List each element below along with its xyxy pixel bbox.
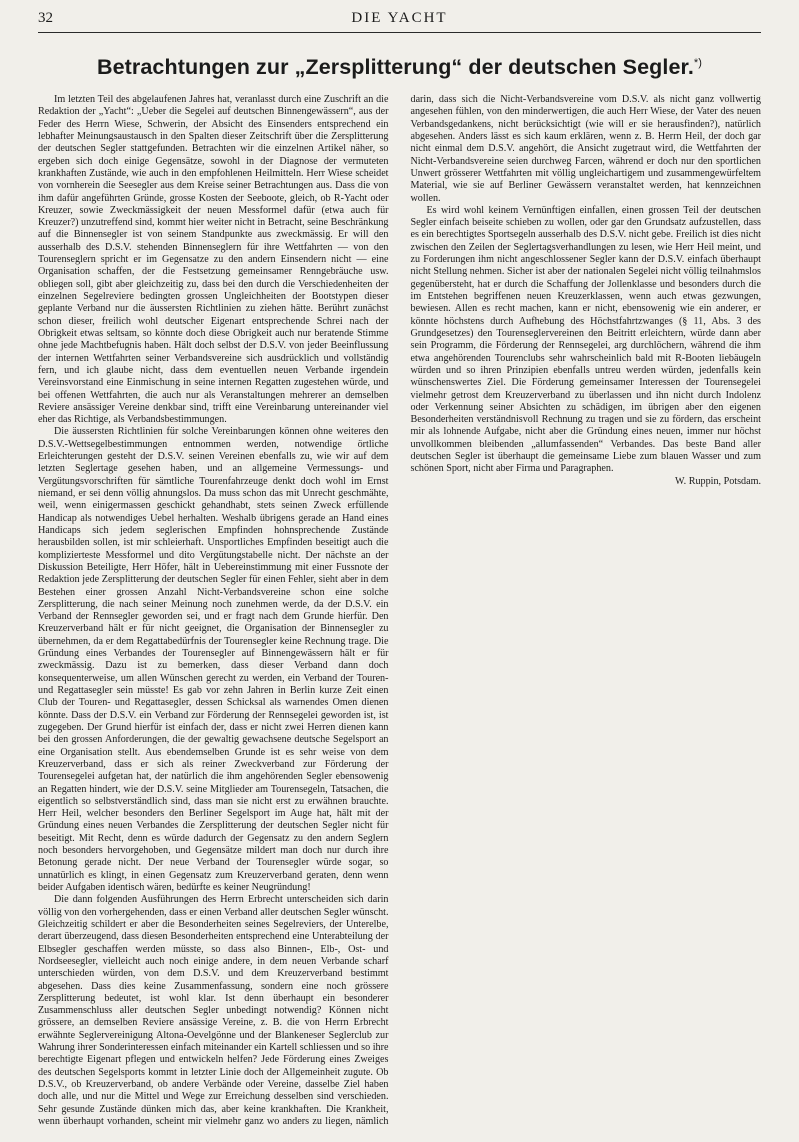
article-title: [38, 55, 761, 80]
paragraph-4: Es wird wohl keinem Vernünftigen einfallen, einen grossen Teil der deutschen Segler einfach beiseite schieben zu wollen, oder gar den Grundsatz aufzustellen, dass es ein berechtigtes Sportsegeln ausserhalb des D.S.V. nicht gebe. Freilich ist dies nicht zwischen den Zeilen der Seglertagsverhandlungen zu lesen, wie Herr Heil meint, und zu Forderungen ihm nicht angeschlossener Segler kann der D.S.V. einfach überhaupt nicht Stellung nehmen. Sicher ist aber der nationalen Segelei nicht völlig teilnahmslos gegenübersteht, hat er durch die Schaffung der Jollenklasse und besonders durch die im Entstehen begriffenen neuen Kreuzerklassen, wenn auch etwas gezwungen, bewiesen. Allen es recht machen, kann er nicht, ebensowenig wie ein anderer, er könnte höchstens durch Aufhebung des Höchstfahrtzwanges (§ 11, Abs. 3 des Grundgesetzes) den Tourenseglervereinen den Beitritt erleichtern, würde dann aber sein Programm, die Förderung der Rennsegelei, arg durchlöchern, während die ihm etwa angehörenden Tourenclubs sehr wahrscheinlich bald mit R-Booten liebäugeln würden und so ihren Prinzipien ebenfalls untreu werden würden, jedenfalls kein wünschenswertes Ziel. Die Förderung gemeinsamer Interessen der Tourensegelei vielmehr getrost dem Kreuzerverband zu überlassen und ihn nicht durch Indolenz oder Verkennung seiner Absichten zu schädigen, im übrigen aber den eigenen Besonderheiten verständnisvoll Rechnung zu tragen und sie zu fördern, das erscheint mir als lohnende Aufgabe, nicht aber die Gründung eines neuen, immer nur höchst unvollkommen bleibenden „allumfassenden“ Verbandes. Das beste Band aller deutschen Segler ist überhaupt die gemeinsame Liebe zum blauen Wasser und zum schönen Sport, nicht aber Firma und Paragraphen.: [410, 204, 761, 475]
article-body: [38, 94, 761, 1140]
page-number: 32: [38, 10, 53, 26]
journal-name: DIE YACHT: [351, 10, 448, 26]
title-footnote-mark: *): [693, 56, 703, 69]
paragraph-2: Die äussersten Richtlinien für solche Vereinbarungen können ohne weiteres den D.S.V.-Wettsegelbestimmungen entnommen werden, notwendige örtliche Erleichterungen gesteht der D.S.V. seinen Vereinen ebenfalls zu, wie wir auf dem letzten Seglertage gesehen haben, und an allgemeine Vermessungs- und Vergütungsvorschriften für sämtliche Tourenfahrzeuge denkt doch wohl im Ernst niemand, er sei denn völlig ahnungslos. Da muss schon das mit Unrecht geschmähte, weil, wenn einigermassen geschickt gehandhabt, stets seinen Zweck erfüllende Handicap als notwendiges Uebel herhalten. Weshalb übrigens gerade an Hand eines Handicaps sich jedem seglerischen Empfinden hohnsprechende Zustände herausbilden sollen, ist mir schleierhaft. Unsportliches Empfinden beseitigt auch die komplizierteste Messformel und dito Vergütungstabelle nicht. Der nächste an der Diskussion Beteiligte, Herr Höfer, hält in Uebereinstimmung mit einer Fussnote der Redaktion jede Zersplitterung der deutschen Segler für einen Fehler, sieht aber in dem Bestehen einer grossen Anzahl Nicht-Verbandsvereine schon eine solche Zersplitterung, die nach seiner Meinung noch zunehmen werde, da der D.S.V. ein Verband der Rennsegler geworden sei, und er fragt nach dem Grunde hierfür. Den Kreuzerverband hält er für nicht geeignet, die Organisation der Binnensegler zu übernehmen, da er dem Regattabedürfnis der Tourensegler keine Rechnung trage. Die Gründung eines Verbandes der Tourensegler auf Binnengewässern hält er für zweckmässig. Dazu ist zu bemerken, dass dieser Verband dann doch konsequenterweise, um allen Wünschen gerecht zu werden, ein Verband der Touren- und Regattasegler sein müsste! Es gab vor zehn Jahren in Berlin kurze Zeit einen Club der Touren- und Regattasegler, dessen Schicksal als warnendes Omen dienen könnte. Dass der D.S.V. ein Verband zur Förderung der Rennsegelei geworden ist, ist zugegeben. Der Grund hierfür ist einfach der, dass er nicht zwei Herren dienen kann bei den grossen Anforderungen, die der gewaltig gewachsene deutsche Segelsport an eine Organisation stellt. Aus ebendemselben Grunde ist es sehr weise von dem Kreuzerverband, dass er sich als reiner Zweckverband zur Förderung der Tourensegelei aufgetan hat, der natürlich die ihm angehörenden Segler ebensowenig an Regatten hindert, wie der D.S.V. seine Mitglieder am Tourensegeln, Tatsachen, die eigentlich so selbstverständlich sind, dass man sie nicht erst zu erwähnen brauchte. Herr Heil, welcher besonders den Berliner Segelsport im Auge hat, hält mit der Gründung eines neuen Verbandes die Zersplitterung der deutschen Segler nicht für beseitigt. Mit Recht, denn es würde dadurch der Gegensatz zu den andern Seglern noch besonders hervorgehoben, und Gegensätze mildert man doch nur durch ihre Betonung gerade nicht. Der neue Verband der Tourensegler würde sogar, so unnatürlich es klingt, in einen Gegensatz zum Kreuzerverband geraten, denn wenn beider Aufgaben identisch wären, bedürfte es keiner Neugründung!: [38, 426, 389, 893]
author-signature: W. Ruppin, Potsdam.: [675, 475, 761, 487]
paragraph-1: Im letzten Teil des abgelaufenen Jahres hat, veranlasst durch eine Zuschrift an die Redaktion der „Yacht“: „Ueber die Segelei auf deutschen Binnengewässern“, aus der Feder des Herrn Wiese, Schwerin, der Absicht des Einsenders entsprechend ein lebhafter Meinungsaustausch in den Spalten dieser Zeitschrift über die Zersplitterung der deutschen Segler stattgefunden. Betrachten wir die einzelnen Artikel näher, so ergeben sich doch einige Gegensätze, sowohl in der Diagnose der vermuteten krankhaften Zustände, wie auch in den empfohlenen Heilmitteln. Herr Wiese scheidet von vornherein die Seesegler aus dem Kreise seiner Betrachtungen aus. Dass die von ihm dafür angeführten Gründe, grosse Kosten der Seeboote, gleich, ob R-Yacht oder Kreuzer, sowie Zweckmässigkeit der neuen Messformel dafür (etwa auch für Kreuzer?) unzutreffend sind, kommt hier weiter nicht in Betracht, seine Beschränkung auf die Binnensegler ist von seinem Standpunkte aus zweckmässig. Er will den ausserhalb des D.S.V. stehenden Binnenseglern für ihre Wettfahrten — von den Tourenseglern spricht er im Gegensatze zu den andern Einsendern nicht — eine Organisation schaffen, der die Festsetzung gemeinsamer Renngebräuche usw. obliegen soll, gibt aber gleichzeitig zu, dass bei den durch die Verschiedenheiten der einzelnen Segelreviere bedingten grossen Ungleichheiten der Bootstypen dieser geplante Verband nur die äussersten Richtlinien zu ziehen hätte. Berührt zunächst schon dieser, freilich wohl deutscher Eigenart entsprechende Schrei nach der Obrigkeit etwas seltsam, so könnte doch diese Obrigkeit auch nur beratende Stimme ohne jede Machtbefugnis haben. Hält doch selbst der D.S.V. von jeder Beeinflussung der internen Wettfahrten seiner Verbandsvereine sich ausdrücklich und vollständig fern, und ich glaube nicht, dass dem eventuellen neuen Verbande irgendein Vereinsvorstand eine Einmischung in seine internen Regatten zugestehen würde, und bei offenen Wettfahrten, die auch nur als Veranstaltungen mehrerer an demselben Reviere ansässiger Vereine denkbar sind, trifft eine Vereinbarung untereinander viel eher das Richtige, als Verbandsbestimmungen.: [38, 94, 389, 426]
article-title-text: Betrachtungen zur „Zersplitterung“ der deutschen Segler.: [96, 55, 694, 79]
paragraph-3: Die dann folgenden Ausführungen des Herrn Erbrecht unterscheiden sich darin völlig von den vorhergehenden, dass er einen Verband aller deutschen Segler wünscht. Gleichzeitig schildert er aber die Besonderheiten seines Segelreviers, der Unterelbe, derart überzeugend, dass diesen Besonderheiten entsprechend eine Unterabteilung der Elbsegler geschaffen werden müsste, so dass also Binnen-, Elb-, Ost- und Nordseesegler, vielleicht auch noch einige andere, in dem neuen Verbande scharf unterschieden würden, von dem D.S.V. und dem Kreuzerverband bestimmt abgesehen. Dass dies keine Zusammenfassung, sondern eine noch grössere Zersplitterung bedeutet, ist wohl klar. Ist denn überhaupt ein besonderer Zusammenschluss aller deutschen Segler unbedingt notwendig? Können nicht grössere, an demselben Reviere ansässige Vereine, z. B. die von Herrn Erbrecht erwähnte Seglervereinigung Altona-Oevelgönne und der Blankeneser Seglerclub zur Wahrung ihrer Sonderinteressen einfach miteinander ein Kartell schliessen und so ihre berechtigte Eigenart pflegen und entwickeln helfen? Jede Förderung eines Zweiges des deutschen Segelsports kommt in letzter Linie doch der Allgemeinheit zugute. Ob D.S.V., ob Kreuzerverband, ob andere Verbände oder Vereine, dasselbe Ziel haben doch alle, und nur die Mittel und Wege zur Erreichung desselben sind verschieden. Sehr gesunde Zustände dünken mich das, aber keine krankhaften. Die Krankheit, wenn überhaupt vorhanden, scheint mir vielmehr ganz wo anders zu liegen, nämlich darin, dass sich die Nicht-Verbandsvereine vom D.S.V. als nicht ganz vollwertig angesehen fühlen, von den minderwertigen, die auch Herr Wiese, der Vater des neuen Verbandsgedankens, nicht berücksichtigt (wie will er sie herausfinden?), natürlich abgesehen. Anders lässt es sich kaum erklären, wenn z. B. Herrn Heil, der doch gar nicht einmal dem D.S.V. angehört, die Ansicht zugetraut wird, die Wettfahrten der Nicht-Verbandsvereine seien durchweg Farcen, während er doch nur den sportlichen Unwert grösserer Wettfahrten mit völlig ungleichartigem und zusammengewürfeltem Material, wie sie auf Berliner Gewässern veranstaltet werden, hat kennzeichnen wollen.: [38, 94, 761, 1127]
running-head: [38, 6, 761, 33]
